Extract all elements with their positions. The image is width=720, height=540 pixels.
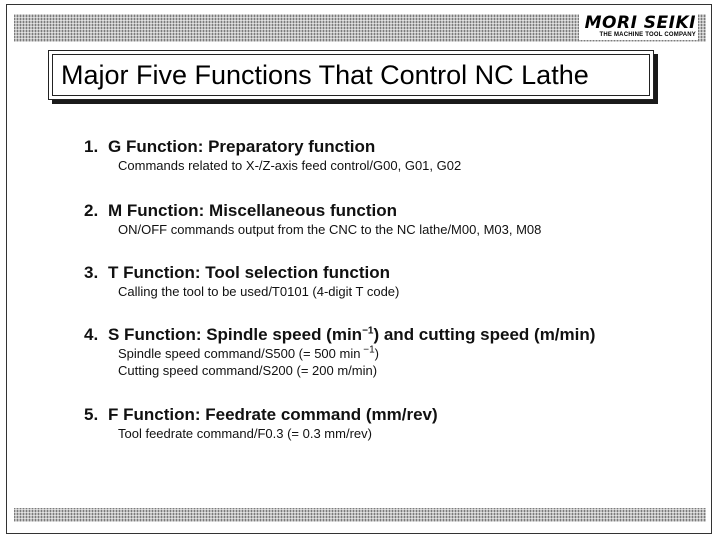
brand-name: MORI SEIKI xyxy=(584,13,696,33)
footer-pattern-band xyxy=(14,508,706,522)
item-heading-text-part1: S Function: Spindle speed (min xyxy=(108,325,363,344)
list-item-s-function xyxy=(84,325,595,379)
item-heading xyxy=(84,201,541,221)
item-description-spindle xyxy=(118,345,595,362)
item-number: 4. xyxy=(84,325,99,344)
item-heading-superscript: −1 xyxy=(362,325,374,337)
item-description-cutting: Cutting speed command/S200 (= 200 m/min) xyxy=(118,363,378,378)
list-item-t-function xyxy=(84,263,399,300)
spindle-line-part2: ) xyxy=(374,346,379,361)
page-title: Major Five Functions That Control NC Lathe xyxy=(61,60,589,90)
spindle-line-superscript: −1 xyxy=(360,344,375,356)
item-heading xyxy=(84,325,595,345)
item-heading-text: M Function: Miscellaneous function xyxy=(108,201,397,220)
item-description: ON/OFF commands output from the CNC to the NC lathe/M00, M03, M08 xyxy=(118,222,542,237)
list-item-m-function xyxy=(84,201,541,238)
item-heading-text: T Function: Tool selection function xyxy=(108,263,391,282)
item-number: 1. xyxy=(84,137,99,156)
item-number: 5. xyxy=(84,405,99,424)
brand-tagline: THE MACHINE TOOL COMPANY xyxy=(599,32,696,38)
item-description: Calling the tool to be used/T0101 (4-digit T code) xyxy=(118,284,400,299)
item-heading xyxy=(84,263,399,283)
item-heading-text: G Function: Preparatory function xyxy=(108,137,376,156)
item-heading-text: F Function: Feedrate command (mm/rev) xyxy=(108,405,438,424)
list-item-f-function xyxy=(84,405,438,442)
item-heading xyxy=(84,405,438,425)
title-box xyxy=(48,50,654,100)
item-description: Commands related to X-/Z-axis feed control/G00, G01, G02 xyxy=(118,158,462,173)
item-number: 2. xyxy=(84,201,99,220)
brand-logo xyxy=(579,14,698,40)
item-heading-text-part2: ) and cutting speed (m/min) xyxy=(373,325,596,344)
item-heading xyxy=(84,137,461,157)
item-number: 3. xyxy=(84,263,99,282)
item-description: Tool feedrate command/F0.3 (= 0.3 mm/rev) xyxy=(118,426,372,441)
list-item-g-function xyxy=(84,137,461,174)
spindle-line-part1: Spindle speed command/S500 (= 500 min xyxy=(118,346,361,361)
